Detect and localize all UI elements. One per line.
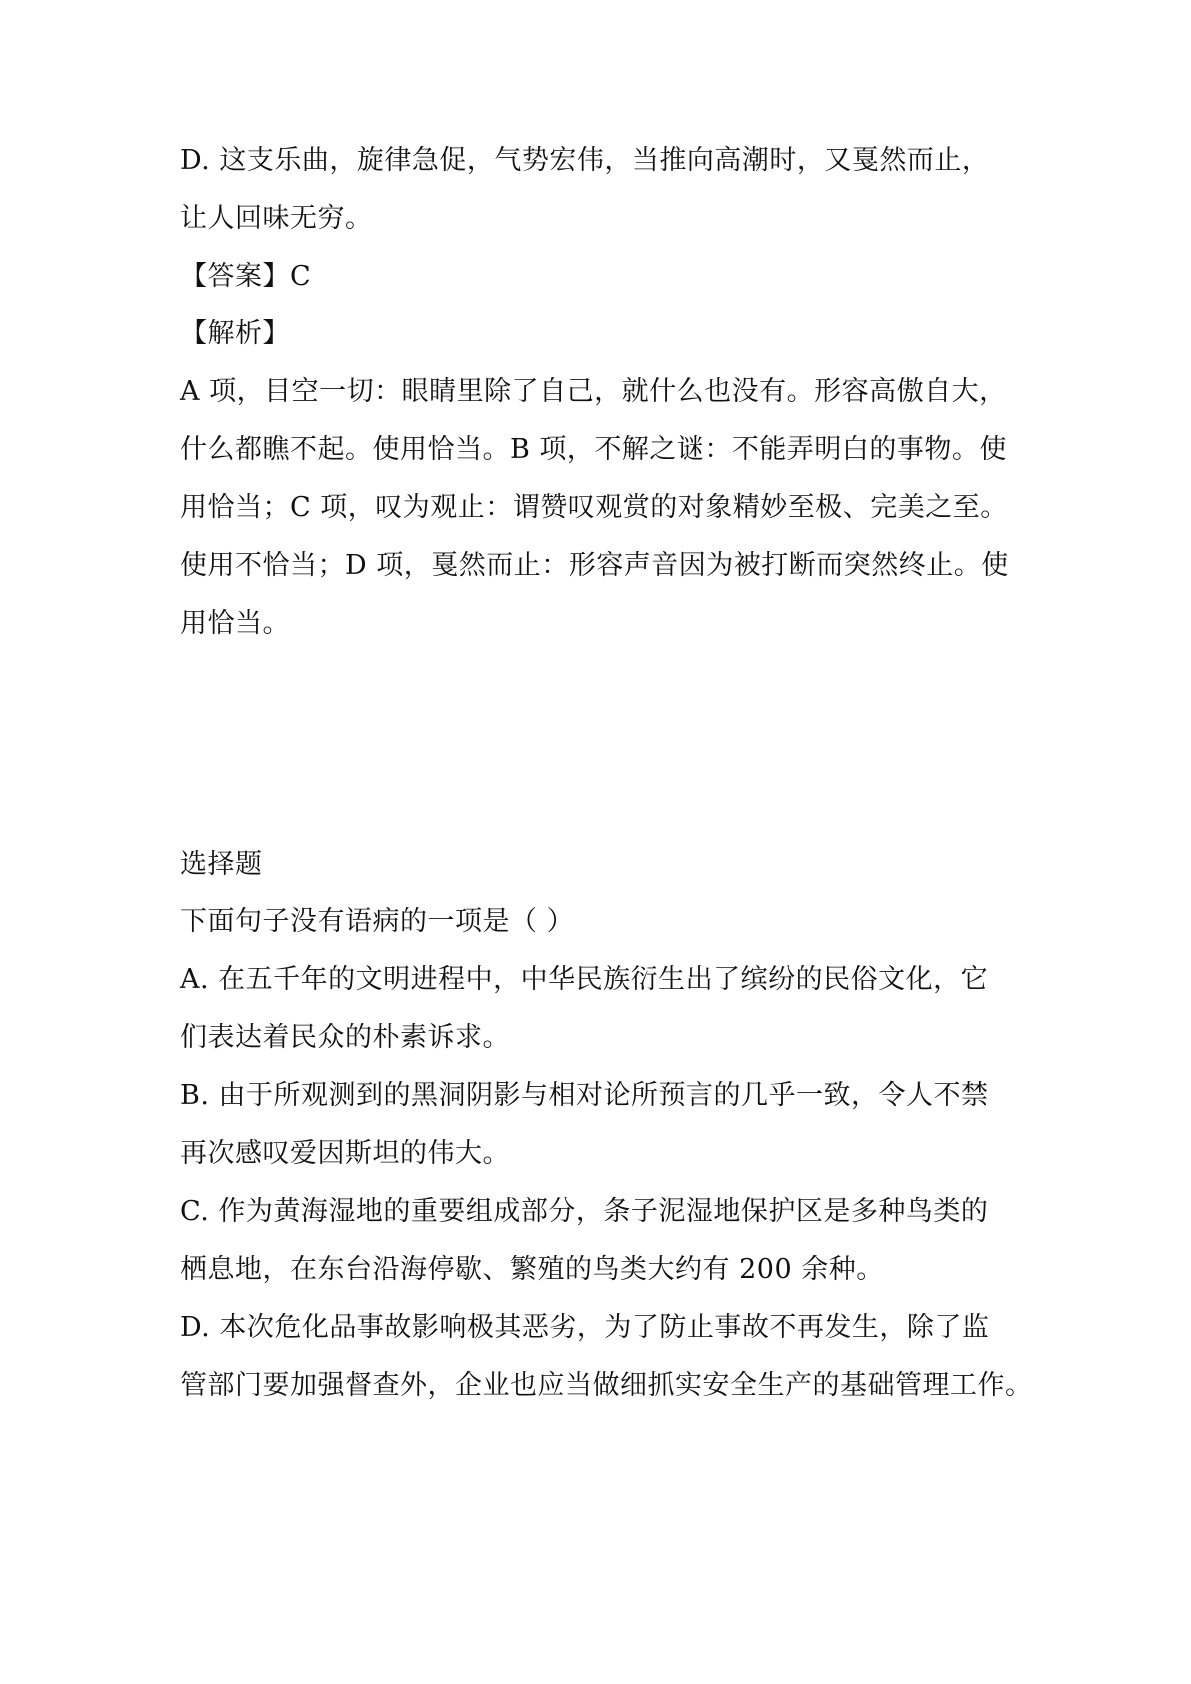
analysis-heading: 【解析】 <box>180 318 290 349</box>
option-line: 栖息地，在东台沿海停歇、繁殖的鸟类大约有 200 余种。 <box>180 1254 884 1285</box>
analysis-line: 用恰当。 <box>180 608 290 639</box>
option-line: B. 由于所观测到的黑洞阴影与相对论所预言的几乎一致，令人不禁 <box>180 1080 989 1111</box>
option-d-line-1: D. 这支乐曲，旋律急促，气势宏伟，当推向高潮时，又戛然而止， <box>180 145 990 176</box>
analysis-line: A 项，目空一切：眼睛里除了自己，就什么也没有。形容高傲自大， <box>180 376 1007 407</box>
option-line: 管部门要加强督查外，企业也应当做细抓实安全生产的基础管理工作。 <box>180 1370 1033 1401</box>
option-line: A. 在五千年的文明进程中，中华民族衍生出了缤纷的民俗文化，它 <box>180 964 989 995</box>
question-stem: 下面句子没有语病的一项是（ ） <box>180 906 575 937</box>
analysis-line: 使用不恰当；D 项，戛然而止：形容声音因为被打断而突然终止。使 <box>180 550 1009 581</box>
analysis-line: 什么都瞧不起。使用恰当。B 项，不解之谜：不能弄明白的事物。使 <box>180 434 1007 465</box>
option-line: D. 本次危化品事故影响极其恶劣，为了防止事故不再发生，除了监 <box>180 1312 990 1343</box>
answer-line: 【答案】C <box>180 261 312 292</box>
option-line: C. 作为黄海湿地的重要组成部分，条子泥湿地保护区是多种鸟类的 <box>180 1196 989 1227</box>
question-type-label: 选择题 <box>180 849 263 880</box>
option-line: 们表达着民众的朴素诉求。 <box>180 1022 510 1053</box>
option-line: 再次感叹爱因斯坦的伟大。 <box>180 1138 510 1169</box>
option-d-line-2: 让人回味无穷。 <box>180 203 373 234</box>
analysis-line: 用恰当；C 项，叹为观止：谓赞叹观赏的对象精妙至极、完美之至。 <box>180 492 1008 523</box>
